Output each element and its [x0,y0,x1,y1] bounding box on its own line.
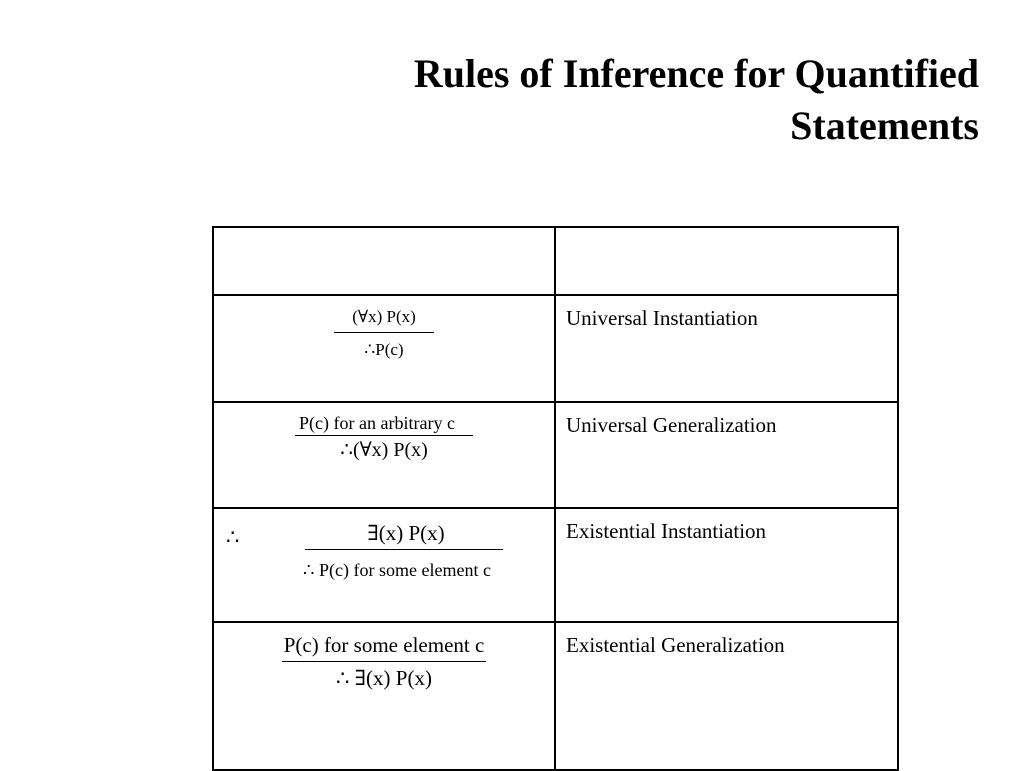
argument-cell [213,622,555,770]
conclusion: ∴ ∃(x) P(x) [336,666,432,690]
premise: P(c) for an arbitrary c [295,411,473,436]
conclusion: ∴P(c) [364,340,404,359]
table-header-row [213,227,898,295]
rule-name-cell [555,295,898,402]
premise: P(c) for some element c [282,631,487,662]
argument-cell [213,295,555,402]
rule-name: Existential Generalization [566,633,785,657]
rules-table [212,226,899,771]
rule-name-cell [555,402,898,508]
table-row [213,622,898,770]
header-cell-rule [555,227,898,295]
rule-name: Universal Instantiation [566,306,758,330]
table-row [213,508,898,622]
rule-name: Universal Generalization [566,413,777,437]
premise: ∃(x) P(x) [305,519,502,550]
rule-name-cell [555,622,898,770]
header-cell-argument [213,227,555,295]
slide-title [219,48,979,152]
premise: (∀x) P(x) [334,304,434,333]
conclusion: ∴ P(c) for some element c [303,560,491,580]
argument [214,509,554,584]
table-row [213,295,898,402]
title-line-2: Statements [790,103,979,148]
therefore-symbol: ∴ [226,525,240,549]
argument [214,403,554,462]
rule-name: Existential Instantiation [566,519,767,543]
conclusion: ∴(∀x) P(x) [340,439,428,461]
argument [214,623,554,692]
table-row [213,402,898,508]
argument-cell [213,402,555,508]
rule-name-cell [555,508,898,622]
argument [214,296,554,363]
title-line-1: Rules of Inference for Quantified [413,51,979,96]
argument-cell [213,508,555,622]
